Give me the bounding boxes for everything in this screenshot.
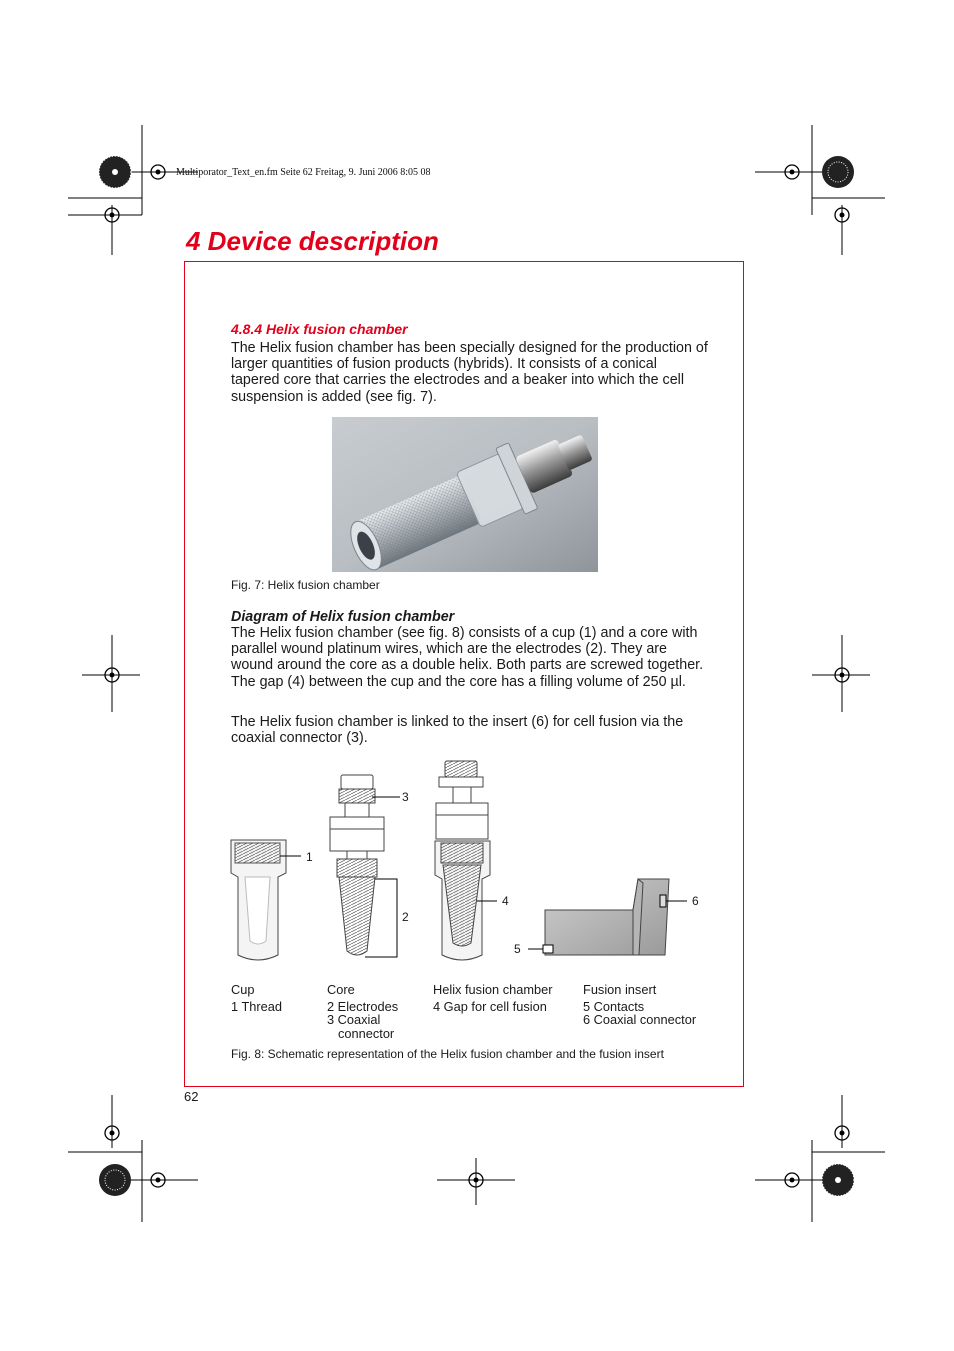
legend-title: Fusion insert [583, 982, 657, 997]
diagram-paragraph-2: The Helix fusion chamber is linked to the insert (6) for cell fusion via the coaxial connector (3). [231, 714, 684, 747]
file-header-line: Multiporator_Text_en.fm Seite 62 Freitag, 9. Juni 2006 8:05 08 [176, 167, 431, 178]
callout-2: 2 [402, 910, 409, 924]
fusion-insert-drawing [528, 879, 687, 955]
legend-item: 5 Contacts [583, 998, 645, 1014]
callout-3: 3 [402, 790, 409, 804]
chapter-title: 4 Device description [186, 226, 439, 256]
legend-helix-chamber [433, 983, 553, 1013]
section-heading: 4.8.4 Helix fusion chamber [231, 321, 408, 337]
diagram-heading: Diagram of Helix fusion chamber [231, 609, 455, 625]
figure8-caption: Fig. 8: Schematic representation of the Helix fusion chamber and the fusion insert [231, 1047, 664, 1061]
legend-item: 2 Electrodes [327, 998, 399, 1014]
legend-title: Helix fusion chamber [433, 982, 553, 997]
helix-chamber-photo [332, 417, 598, 572]
intro-paragraph: The Helix fusion chamber has been specially designed for the production of larger quantities of fusion products (hybrids). It consists of a conical tapered core that carries the electrodes and a beaker into which the cell suspension is added (see fig. 7). [231, 340, 708, 405]
legend-item: 3 Coaxial [327, 1012, 381, 1027]
page-number: 62 [184, 1089, 199, 1104]
legend-item: connector [338, 1025, 395, 1041]
callout-6: 6 [692, 894, 699, 908]
assembled-chamber-drawing [435, 761, 497, 960]
legend-core [327, 983, 398, 1040]
legend-item: 4 Gap for cell fusion [433, 998, 547, 1014]
callout-5: 5 [514, 942, 521, 956]
legend-title: Cup [231, 982, 255, 997]
legend-item: 1 Thread [231, 998, 282, 1014]
helix-chamber-schematic [225, 755, 715, 970]
figure7-caption: Fig. 7: Helix fusion chamber [231, 578, 380, 592]
cup-drawing [231, 840, 301, 960]
core-drawing [330, 775, 400, 957]
legend-cup [231, 983, 282, 1013]
legend-item: 6 Coaxial connector [583, 1012, 697, 1027]
callout-1: 1 [306, 850, 313, 864]
diagram-paragraph-1: The Helix fusion chamber (see fig. 8) consists of a cup (1) and a core with parallel wound platinum wires, which are the electrodes (2). They are wound around the core as a double helix. Both parts are screwed together. The gap (4) between the cup and the core has a filling volume of 250 µl. [231, 625, 704, 690]
legend-title: Core [327, 982, 355, 997]
callout-4: 4 [502, 894, 509, 908]
legend-fusion-insert [583, 983, 696, 1027]
